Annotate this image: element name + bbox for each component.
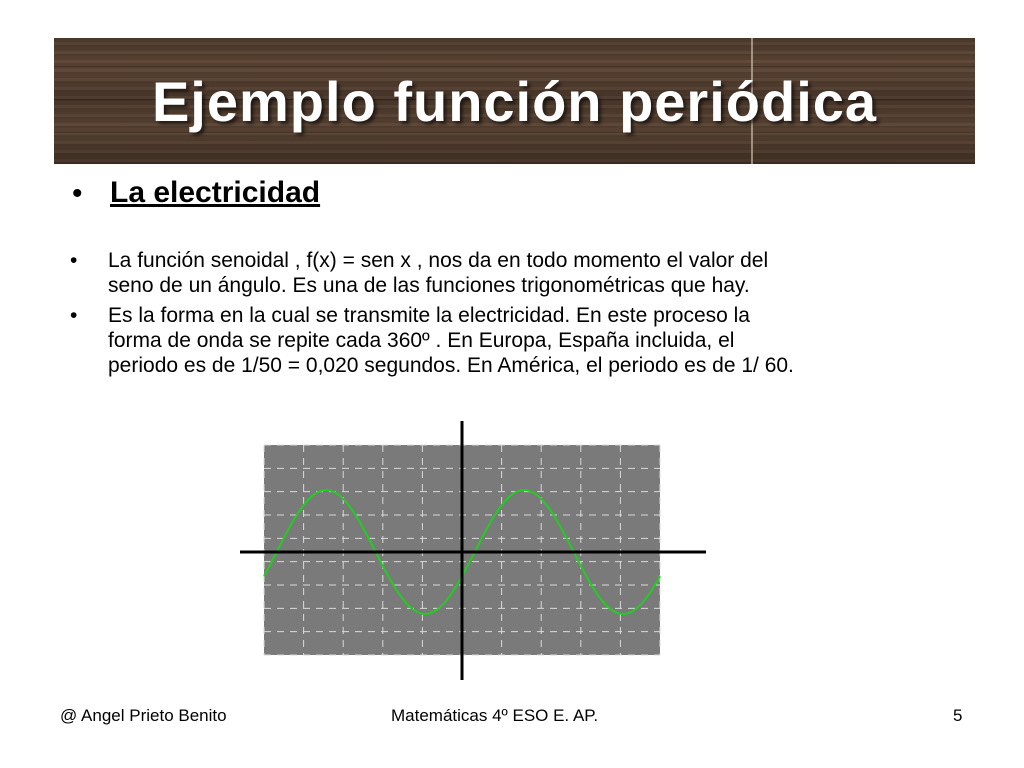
paragraph-1-line-1: La función senoidal , f(x) = sen x , nos da en todo momento el valor del xyxy=(108,249,769,272)
paragraph-2-line-1: Es la forma en la cual se transmite la electricidad. En este proceso la xyxy=(108,304,750,327)
heading-bullet: • xyxy=(72,177,83,210)
paragraph-2-line-3: periodo es de 1/50 = 0,020 segundos. En América, el periodo es de 1/ 60. xyxy=(108,354,794,377)
paragraph-2-line-2: forma de onda se repite cada 360º . En Europa, España incluida, el xyxy=(108,329,735,352)
paragraph-1-line-2: seno de un ángulo. Es una de las funciones trigonométricas que hay. xyxy=(108,274,750,297)
paragraph-bullet-2: • xyxy=(70,304,78,327)
slide-title: Ejemplo función periódica xyxy=(151,69,878,133)
page-number: 5 xyxy=(953,706,963,725)
section-heading: La electricidad xyxy=(110,176,321,209)
paragraph-bullet-1: • xyxy=(70,249,78,272)
footer-course: Matemáticas 4º ESO E. AP. xyxy=(391,706,599,725)
footer-author: @ Angel Prieto Benito xyxy=(60,706,227,725)
